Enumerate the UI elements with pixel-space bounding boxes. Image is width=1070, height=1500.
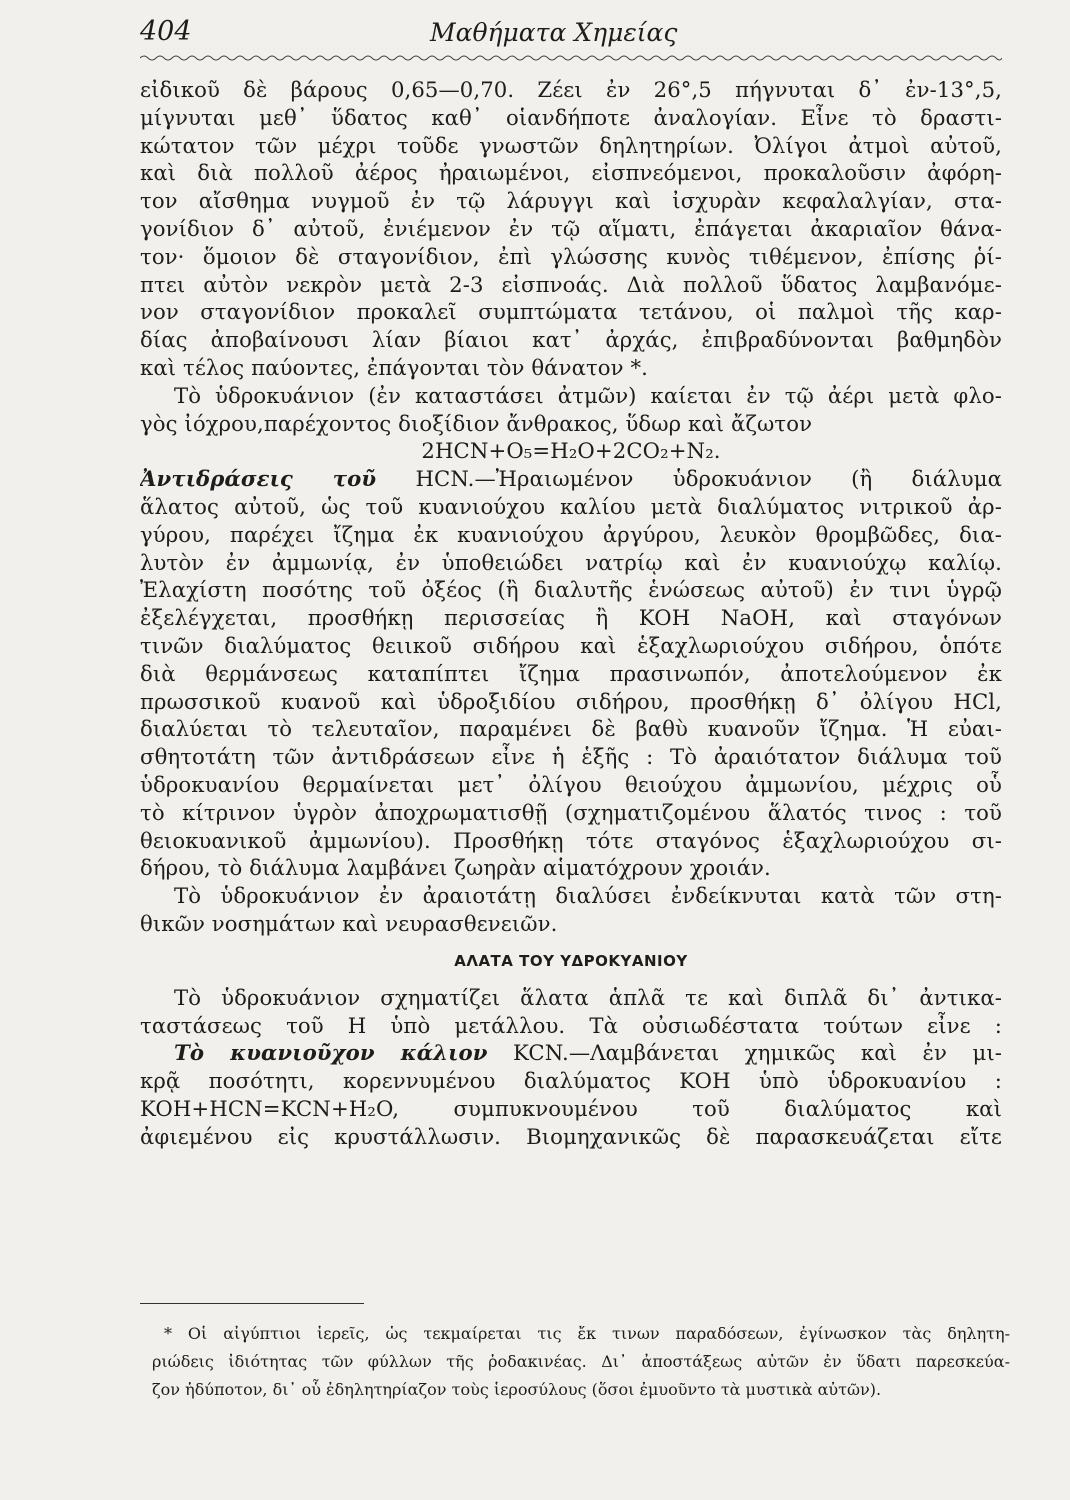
- footnotes: [152, 1320, 1010, 1404]
- text-line: πτει αὐτὸν νεκρὸν μετὰ 2-3 εἰσπνοάς. Διὰ πολλοῦ ὕδατος λαμβανόμε-: [140, 271, 1002, 297]
- text-line: ἐξελέγχεται, προσθήκῃ περισσείας ἢ KOH NaOH, καὶ σταγόνων: [140, 605, 1002, 631]
- text-line: μίγνυται μεθ᾽ ὕδατος καθ᾽ οἱανδήποτε ἀναλογίαν. Εἶνε τὸ δραστι-: [140, 104, 1002, 130]
- text-line: Ἐλαχίστη ποσότης τοῦ ὀξέος (ἢ διαλυτῆς ἑνώσεως αὐτοῦ) ἐν τινι ὑγρῷ: [140, 577, 1002, 603]
- text-line-with-heading: [140, 465, 1002, 493]
- text-line: καὶ διὰ πολλοῦ ἀέρος ἠραιωμένοι, εἰσπνεόμενοι, προκαλοῦσιν ἀφόρη-: [140, 160, 1002, 186]
- text-line: θειοκυανικοῦ ἀμμωνίου). Προσθήκῃ τότε σταγόνος ἑξαχλωριούχου σι-: [140, 827, 1002, 853]
- text-line: ταστάσεως τοῦ H ὑπὸ μετάλλου. Τὰ οὐσιωδέστατα τούτων εἶνε :: [140, 1012, 1002, 1038]
- text-line: ἀφιεμένου εἰς κρυστάλλωσιν. Βιομηχανικῶς δὲ παρασκευάζεται εἴτε: [140, 1123, 1002, 1149]
- text-line: ἅλατος αὐτοῦ, ὡς τοῦ κυανιούχου καλίου μετὰ διαλύματος νιτρικοῦ ἀρ-: [140, 493, 1002, 519]
- footnote-line: ριώδεις ἰδιότητας τῶν φύλλων τῆς ῥοδακινέας. Δι᾽ ἀποστάξεως αὐτῶν ἐν ὕδατι παρεσκεύα-: [152, 1352, 1010, 1371]
- text-line-tail: KCN.—Λαμβάνεται χημικῶς καὶ ἐν μι-: [513, 1040, 1002, 1066]
- run-in-heading-potassium-cyanide: Τὸ κυανιοῦχον κάλιον: [174, 1040, 488, 1066]
- text-line: τινῶν διαλύματος θειικοῦ σιδήρου καὶ ἑξαχλωριούχου σιδήρου, ὁπότε: [140, 632, 1002, 658]
- text-line-with-heading: [140, 1039, 1002, 1067]
- text-line: γὸς ἰόχρου,παρέχοντος διοξίδιον ἄνθρακος, ὕδωρ καὶ ἄζωτον: [140, 410, 813, 436]
- text-line: κώτατον τῶν μέχρι τοῦδε γνωστῶν δηλητηρίων. Ὀλίγοι ἀτμοὶ αὐτοῦ,: [140, 132, 1002, 158]
- text-line: Τὸ ὑδροκυάνιον ἐν ἀραιοτάτῃ διαλύσει ἐνδείκνυται κατὰ τῶν στη-: [174, 883, 1002, 909]
- running-title: Μαθήματα Χημείας: [430, 18, 678, 47]
- text-line: κρᾷ ποσότητι, κορεννυμένου διαλύματος KOH ὑπὸ ὑδροκυανίου :: [140, 1068, 1002, 1094]
- chemical-equation: 2HCN+O₅=H₂O+2CO₂+N₂.: [421, 438, 721, 464]
- text-line: εἰδικοῦ δὲ βάρους 0,65—0,70. Ζέει ἐν 26°,5 πήγνυται δ᾽ ἐν-13°,5,: [140, 77, 1002, 102]
- footnote-line: ζον ἡδύποτον, δι᾽ οὗ ἐδηλητηρίαζον τοὺς ἱεροσύλους (ὅσοι ἐμυοῦντο τὰ μυστικὰ αὐτῶν).: [152, 1380, 882, 1399]
- page-header: [140, 14, 1002, 54]
- text-line: Τὸ ὑδροκυάνιον (ἐν καταστάσει ἀτμῶν) καίεται ἐν τῷ ἀέρι μετὰ φλο-: [174, 382, 1002, 408]
- text-line-tail: HCN.—Ἠραιωμένον ὑδροκυάνιον (ἢ διάλυμα: [415, 466, 1002, 492]
- text-line: ὑδροκυανίου θερμαίνεται μετ᾽ ὀλίγου θειούχου ἀμμωνίου, μέχρις οὗ: [140, 771, 1002, 797]
- text-line: νον σταγονίδιον προκαλεῖ συμπτώματα τετάνου, οἱ παλμοὶ τῆς καρ-: [140, 299, 1002, 325]
- text-line: Τὸ ὑδροκυάνιον σχηματίζει ἅλατα ἁπλᾶ τε καὶ διπλᾶ δι᾽ ἀντικα-: [174, 984, 1002, 1010]
- text-line: δήρου, τὸ διάλυμα λαμβάνει ζωηρὰν αἱματόχρουν χροιάν.: [140, 855, 771, 881]
- text-line: διὰ θερμάνσεως καταπίπτει ἴζημα πρασινωπόν, ἀποτελούμενον ἐκ: [140, 660, 1002, 686]
- text-line: τον· ὅμοιον δὲ σταγονίδιον, ἐπὶ γλώσσης κυνὸς τιθέμενον, ἐπίσης ῥί-: [140, 243, 1002, 269]
- section-heading: ΑΛΑΤΑ ΤΟΥ ΥΔΡΟΚΥΑΝΙΟΥ: [454, 951, 688, 970]
- text-line: γονίδιον δ᾽ αὐτοῦ, ἐνιέμενον ἐν τῷ αἵματι, ἐπάγεται ἀκαριαῖον θάνα-: [140, 215, 1002, 241]
- text-line: σθητοτάτη τῶν ἀντιδράσεων εἶνε ἡ ἑξῆς : Τὸ ἀραιότατον διάλυμα τοῦ: [140, 744, 1002, 770]
- text-line: λυτὸν ἐν ἀμμωνίᾳ, ἐν ὑποθειώδει νατρίῳ καὶ ἐν κυανιούχῳ καλίῳ.: [140, 549, 1002, 575]
- footnote-rule: [140, 1303, 364, 1304]
- text-line: τὸ κίτρινον ὑγρὸν ἀποχρωματισθῇ (σχηματιζομένου ἅλατός τινος : τοῦ: [140, 799, 1002, 825]
- text-line: γύρου, παρέχει ἴζημα ἐκ κυανιούχου ἀργύρου, λευκὸν θρομβῶδες, δια-: [140, 521, 1002, 547]
- text-line: KOH+HCN=KCN+H₂O, συμπυκνουμένου τοῦ διαλύματος καὶ: [140, 1095, 1002, 1121]
- text-line: δίας ἀποβαίνουσι λίαν βίαιοι κατ᾽ ἀρχάς, ἐπιβραδύνονται βαθμηδὸν: [140, 327, 1002, 353]
- body-text: [140, 76, 1002, 1150]
- text-line: πρωσσικοῦ κυανοῦ καὶ ὑδροξιδίου σιδήρου, προσθήκῃ δ᾽ ὀλίγου HCl,: [140, 688, 1002, 714]
- page-number: 404: [140, 16, 192, 47]
- run-in-heading-reactions: Ἀντιδράσεις τοῦ: [140, 466, 377, 492]
- text-line: θικῶν νοσημάτων καὶ νευρασθενειῶν.: [140, 910, 558, 936]
- wavy-header-rule: [140, 52, 1002, 64]
- text-line: διαλύεται τὸ τελευταῖον, παραμένει δὲ βαθὺ κυανοῦν ἴζημα. Ἡ εὐαι-: [140, 716, 1002, 742]
- footnote-line: * Οἱ αἰγύπτιοι ἱερεῖς, ὡς τεκμαίρεται τις ἔκ τινων παραδόσεων, ἐγίνωσκον τὰς δηλητη-: [164, 1324, 1010, 1343]
- text-line: καὶ τέλος παύοντες, ἐπάγονται τὸν θάνατον *.: [140, 354, 648, 380]
- text-line: τον αἴσθημα νυγμοῦ ἐν τῷ λάρυγγι καὶ ἰσχυρὰν κεφαλαλγίαν, στα-: [140, 188, 1002, 214]
